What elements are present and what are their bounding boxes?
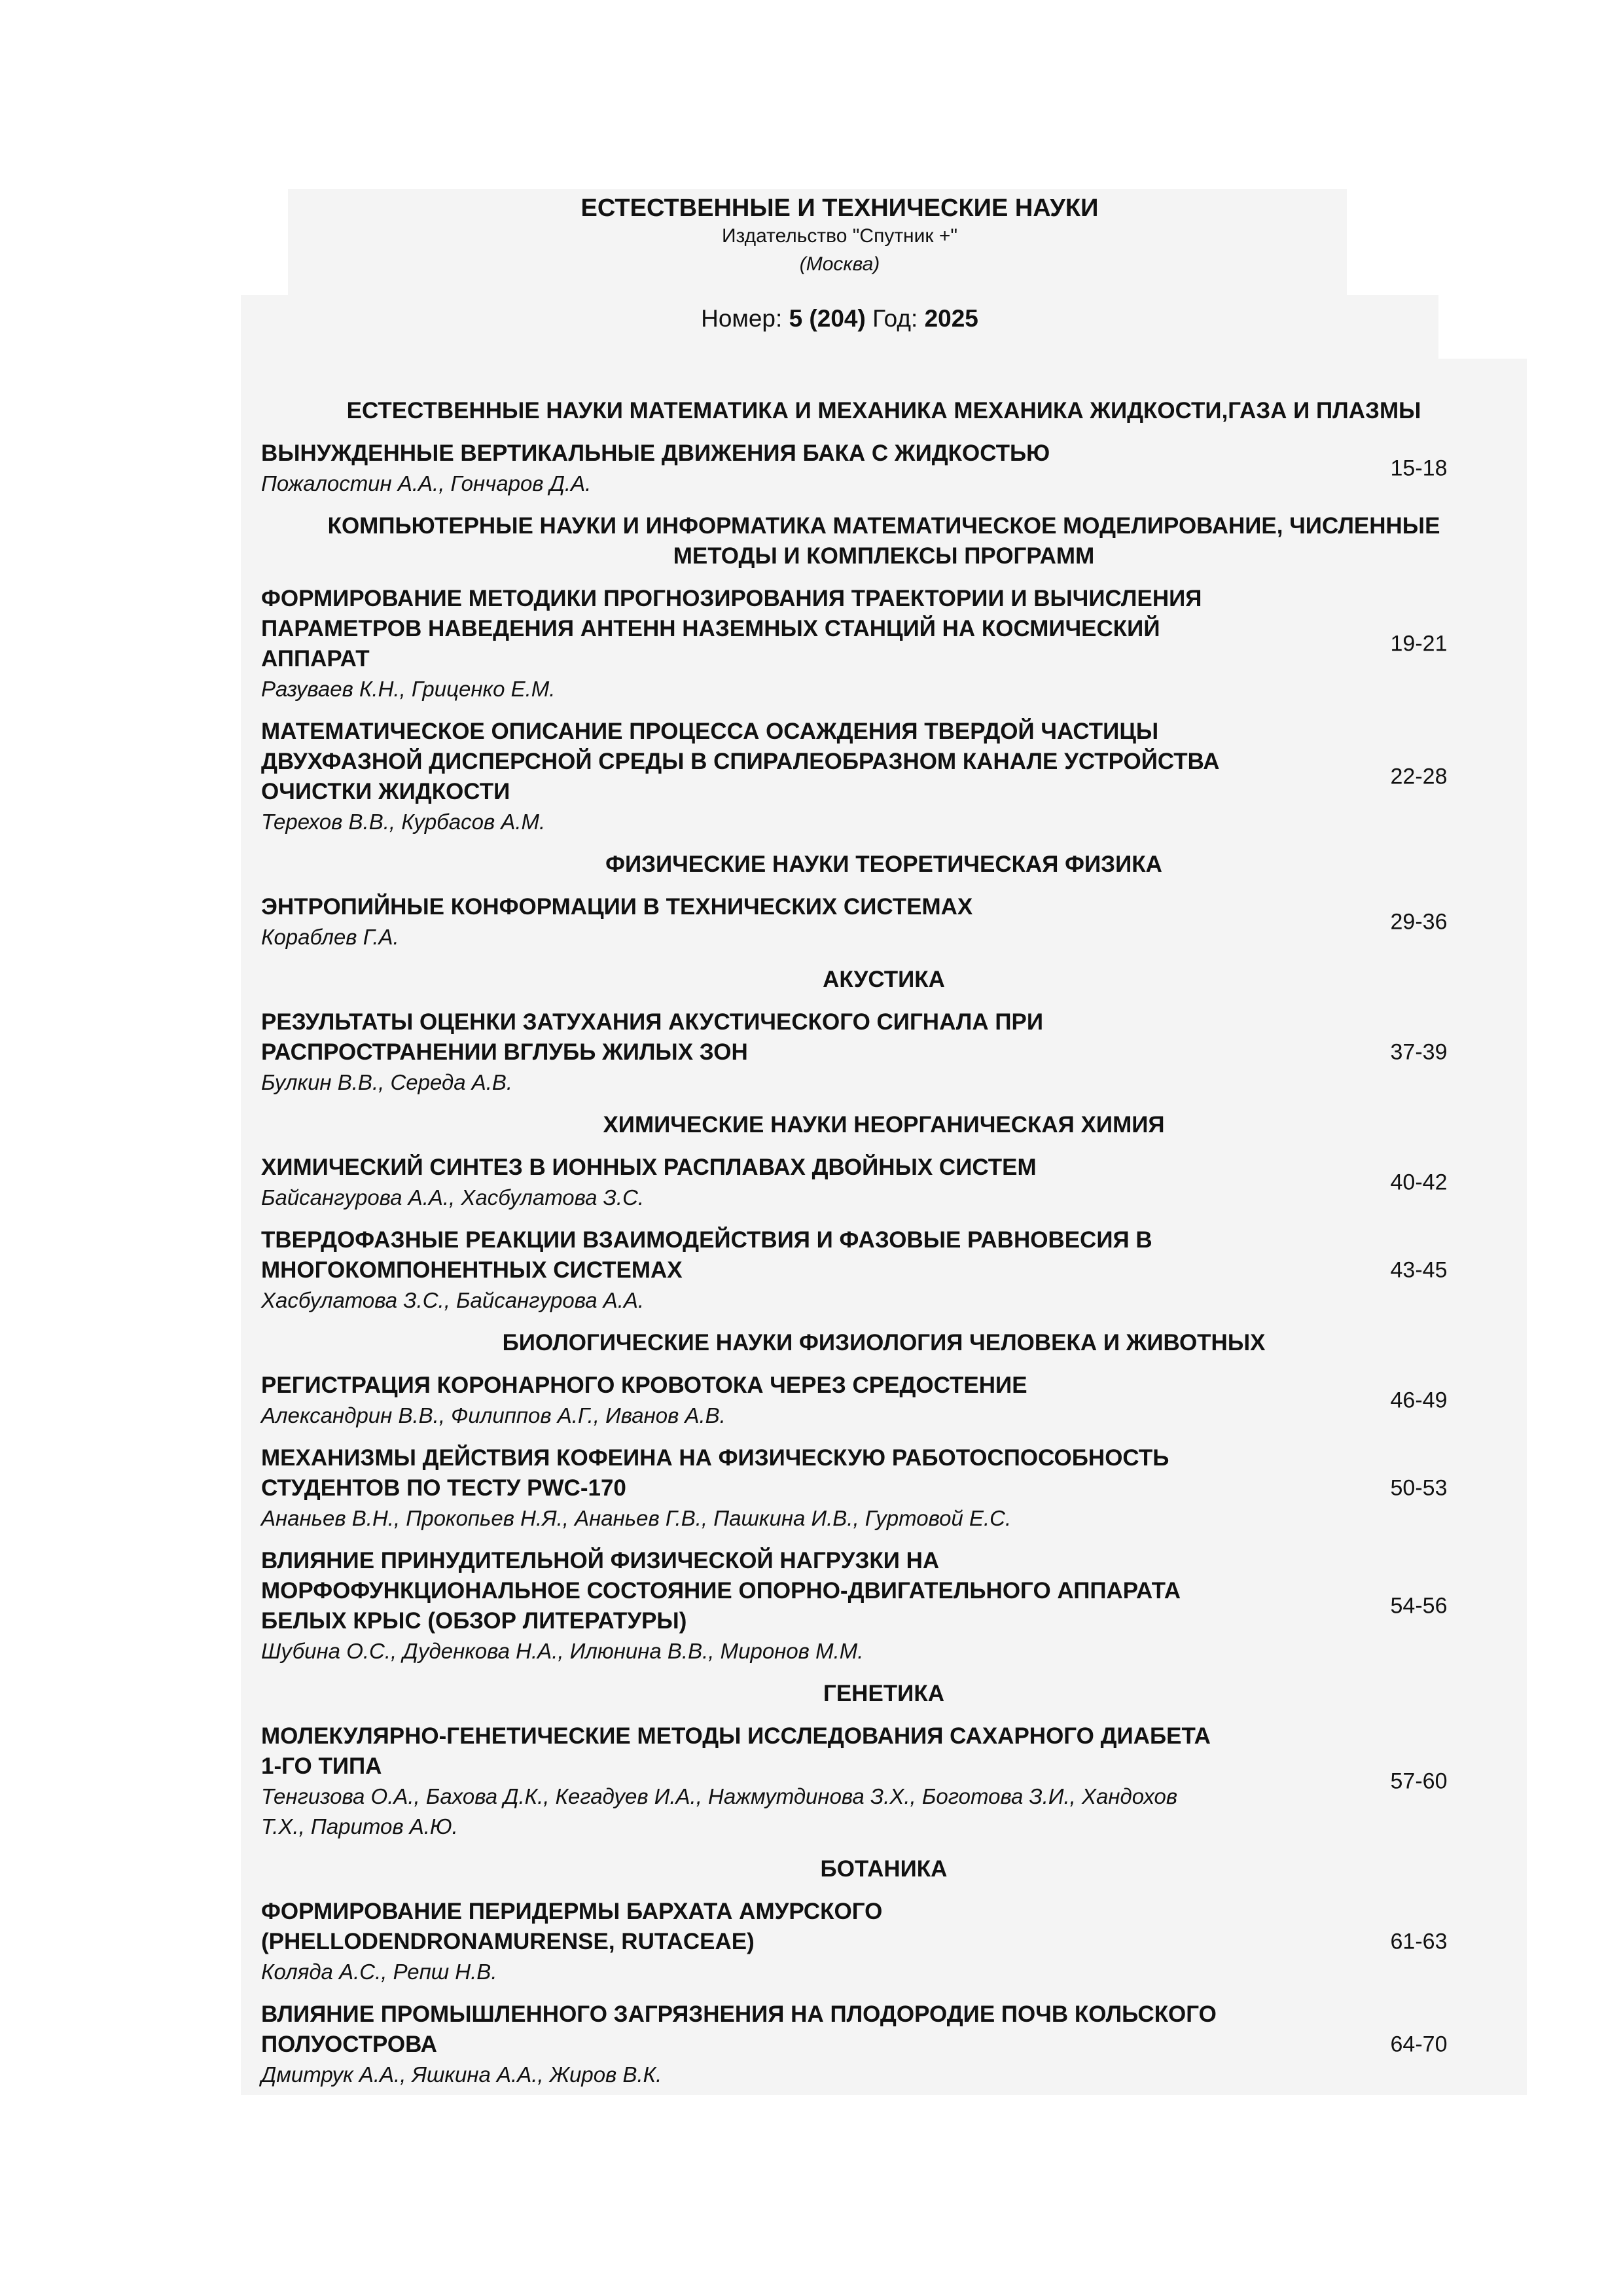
section-heading-line: ЕСТЕСТВЕННЫЕ НАУКИ МАТЕМАТИКА И МЕХАНИКА МЕХАНИКА ЖИДКОСТИ,ГАЗА И ПЛАЗМЫ	[346, 398, 1421, 423]
article-entry[interactable]	[241, 717, 1527, 837]
article-title[interactable]	[261, 1153, 1347, 1183]
article-authors	[261, 1957, 1347, 1987]
article-title[interactable]	[261, 892, 1347, 922]
article-authors-line: Тенгизова О.А., Бахова Д.К., Кегадуев И.А., Нажмутдинова З.Х., Боготова З.И., Хандохов	[261, 1784, 1178, 1808]
article-title-line[interactable]: АППАРАТ	[261, 646, 370, 672]
article-title[interactable]	[261, 1897, 1347, 1957]
article-authors-line: Терехов В.В., Курбасов А.М.	[261, 810, 546, 834]
article-entry[interactable]	[241, 1371, 1527, 1431]
article-entry[interactable]	[241, 1443, 1527, 1534]
article-authors-line: Т.Х., Паритов А.Ю.	[261, 1814, 458, 1839]
article-title-line[interactable]: РАСПРОСТРАНЕНИИ ВГЛУБЬ ЖИЛЫХ ЗОН	[261, 1039, 748, 1065]
article-title-line[interactable]: ФОРМИРОВАНИЕ ПЕРИДЕРМЫ БАРХАТА АМУРСКОГО	[261, 1899, 883, 1924]
article-title-line[interactable]: СТУДЕНТОВ ПО ТЕСТУ PWC-170	[261, 1475, 626, 1501]
issue-info	[241, 303, 1438, 334]
article-title[interactable]	[261, 1721, 1347, 1782]
article-pages: 19-21	[1390, 631, 1448, 656]
article-entry[interactable]	[241, 1225, 1527, 1316]
article-title-line[interactable]: МЕХАНИЗМЫ ДЕЙСТВИЯ КОФЕИНА НА ФИЗИЧЕСКУЮ РАБОТОСПОСОБНОСТЬ	[261, 1445, 1169, 1471]
article-authors	[261, 922, 1347, 952]
article-title-line[interactable]: 1-ГО ТИПА	[261, 1753, 382, 1779]
article-pages: 50-53	[1390, 1475, 1448, 1501]
article-title-line[interactable]: РЕЗУЛЬТАТЫ ОЦЕНКИ ЗАТУХАНИЯ АКУСТИЧЕСКОГО СИГНАЛА ПРИ	[261, 1009, 1043, 1035]
section-heading	[241, 1110, 1527, 1140]
article-pages: 54-56	[1390, 1593, 1448, 1619]
article-text	[261, 892, 1347, 952]
city: (Москва)	[799, 253, 880, 275]
article-pages: 40-42	[1390, 1170, 1448, 1195]
article-title[interactable]	[261, 1007, 1347, 1067]
article-title-line[interactable]: ДВУХФАЗНОЙ ДИСПЕРСНОЙ СРЕДЫ В СПИРАЛЕОБРАЗНОМ КАНАЛЕ УСТРОЙСТВА	[261, 749, 1220, 774]
section-heading	[241, 965, 1527, 995]
article-pages: 43-45	[1390, 1257, 1448, 1283]
article-title[interactable]	[261, 584, 1347, 674]
article-pages: 29-36	[1390, 909, 1448, 935]
section-heading-line: АКУСТИКА	[823, 967, 945, 992]
article-authors	[261, 807, 1347, 837]
article-text	[261, 1546, 1347, 1666]
article-text	[261, 439, 1347, 499]
article-authors-line: Шубина О.С., Дуденкова Н.А., Илюнина В.В., Миронов М.М.	[261, 1639, 864, 1663]
article-authors-line: Булкин В.В., Середа А.В.	[261, 1070, 513, 1094]
article-text	[261, 1897, 1347, 1987]
article-entry[interactable]	[241, 439, 1527, 499]
article-authors-line: Байсангурова А.А., Хасбулатова З.С.	[261, 1185, 645, 1210]
article-entry[interactable]	[241, 2000, 1527, 2090]
article-authors	[261, 1285, 1347, 1316]
article-title-line[interactable]: ВЫНУЖДЕННЫЕ ВЕРТИКАЛЬНЫЕ ДВИЖЕНИЯ БАКА С ЖИДКОСТЬЮ	[261, 440, 1050, 466]
article-authors-line: Пожалостин А.А., Гончаров Д.А.	[261, 471, 592, 495]
section-heading	[241, 1854, 1527, 1884]
section-heading	[241, 850, 1527, 880]
article-pages: 46-49	[1390, 1388, 1448, 1413]
article-title[interactable]	[261, 1371, 1347, 1401]
article-authors-line: Хасбулатова З.С., Байсангурова А.А.	[261, 1288, 645, 1312]
article-title-line[interactable]: МОРФОФУНКЦИОНАЛЬНОЕ СОСТОЯНИЕ ОПОРНО-ДВИГАТЕЛЬНОГО АППАРАТА	[261, 1578, 1181, 1604]
article-pages: 15-18	[1390, 456, 1448, 481]
article-pages: 64-70	[1390, 2032, 1448, 2057]
article-text	[261, 717, 1347, 837]
article-text	[261, 1371, 1347, 1431]
publisher: Издательство "Спутник +"	[721, 225, 958, 247]
article-pages: 61-63	[1390, 1929, 1448, 1954]
article-text	[261, 1225, 1347, 1316]
article-pages: 37-39	[1390, 1039, 1448, 1065]
article-title-line[interactable]: МОЛЕКУЛЯРНО-ГЕНЕТИЧЕСКИЕ МЕТОДЫ ИССЛЕДОВАНИЯ САХАРНОГО ДИАБЕТА	[261, 1723, 1211, 1749]
article-authors	[261, 1067, 1347, 1098]
article-title-line[interactable]: (PHELLODENDRONAMURENSE, RUTACEAE)	[261, 1929, 755, 1954]
issue-label: Номер:	[701, 305, 783, 332]
article-entry[interactable]	[241, 1153, 1527, 1213]
article-title[interactable]	[261, 1443, 1347, 1503]
article-text	[261, 1721, 1347, 1842]
year-label: Год:	[872, 305, 918, 332]
article-entry[interactable]	[241, 1897, 1527, 1987]
article-title-line[interactable]: ПОЛУОСТРОВА	[261, 2032, 437, 2057]
article-title-line[interactable]: ТВЕРДОФАЗНЫЕ РЕАКЦИИ ВЗАИМОДЕЙСТВИЯ И ФАЗОВЫЕ РАВНОВЕСИЯ В	[261, 1227, 1152, 1253]
article-authors-line: Разуваев К.Н., Гриценко Е.М.	[261, 677, 556, 701]
article-entry[interactable]	[241, 584, 1527, 704]
table-of-contents	[241, 384, 1527, 2090]
article-entry[interactable]	[241, 1546, 1527, 1666]
article-authors-line: Коляда А.С., Репш Н.В.	[261, 1960, 497, 1984]
article-title-line[interactable]: ВЛИЯНИЕ ПРОМЫШЛЕННОГО ЗАГРЯЗНЕНИЯ НА ПЛОДОРОДИЕ ПОЧВ КОЛЬСКОГО	[261, 2001, 1217, 2027]
article-authors-line: Кораблев Г.А.	[261, 925, 399, 949]
section-heading-line: ХИМИЧЕСКИЕ НАУКИ НЕОРГАНИЧЕСКАЯ ХИМИЯ	[603, 1112, 1165, 1138]
article-title[interactable]	[261, 1546, 1347, 1636]
article-text	[261, 2000, 1347, 2090]
section-heading-line: БИОЛОГИЧЕСКИЕ НАУКИ ФИЗИОЛОГИЯ ЧЕЛОВЕКА И ЖИВОТНЫХ	[502, 1330, 1266, 1355]
section-heading	[241, 396, 1527, 426]
article-authors	[261, 2060, 1347, 2090]
article-authors-line: Дмитрук А.А., Яшкина А.А., Жиров В.К.	[261, 2062, 662, 2087]
issue-number: 5 (204)	[789, 305, 866, 332]
article-text	[261, 584, 1347, 704]
article-title[interactable]	[261, 717, 1347, 807]
article-entry[interactable]	[241, 1721, 1527, 1842]
article-text	[261, 1007, 1347, 1098]
article-title-line[interactable]: МНОГОКОМПОНЕНТНЫХ СИСТЕМАХ	[261, 1257, 683, 1283]
article-title-line[interactable]: ФОРМИРОВАНИЕ МЕТОДИКИ ПРОГНОЗИРОВАНИЯ ТРАЕКТОРИИ И ВЫЧИСЛЕНИЯ	[261, 586, 1202, 611]
article-authors	[261, 1503, 1347, 1534]
article-authors	[261, 469, 1347, 499]
article-title-line[interactable]: РЕГИСТРАЦИЯ КОРОНАРНОГО КРОВОТОКА ЧЕРЕЗ СРЕДОСТЕНИЕ	[261, 1372, 1027, 1398]
section-heading	[241, 1328, 1527, 1358]
section-heading-line: МЕТОДЫ И КОМПЛЕКСЫ ПРОГРАММ	[673, 543, 1095, 569]
article-title-line[interactable]: ЭНТРОПИЙНЫЕ КОНФОРМАЦИИ В ТЕХНИЧЕСКИХ СИСТЕМАХ	[261, 894, 973, 920]
article-title-line[interactable]: БЕЛЫХ КРЫС (ОБЗОР ЛИТЕРАТУРЫ)	[261, 1608, 687, 1634]
article-entry[interactable]	[241, 892, 1527, 952]
article-title[interactable]	[261, 439, 1347, 469]
article-authors-line: Ананьев В.Н., Прокопьев Н.Я., Ананьев Г.В., Пашкина И.В., Гуртовой Е.С.	[261, 1506, 1012, 1530]
article-title-line[interactable]: ВЛИЯНИЕ ПРИНУДИТЕЛЬНОЙ ФИЗИЧЕСКОЙ НАГРУЗКИ НА	[261, 1548, 940, 1573]
section-heading-line: ГЕНЕТИКА	[823, 1681, 944, 1706]
article-title-line[interactable]: МАТЕМАТИЧЕСКОЕ ОПИСАНИЕ ПРОЦЕССА ОСАЖДЕНИЯ ТВЕРДОЙ ЧАСТИЦЫ	[261, 719, 1159, 744]
article-text	[261, 1443, 1347, 1534]
journal-title[interactable]: ЕСТЕСТВЕННЫЕ И ТЕХНИЧЕСКИЕ НАУКИ	[580, 194, 1099, 222]
article-text	[261, 1153, 1347, 1213]
article-title-line[interactable]: ОЧИСТКИ ЖИДКОСТИ	[261, 779, 510, 804]
article-authors	[261, 1183, 1347, 1213]
article-title[interactable]	[261, 2000, 1347, 2060]
article-authors	[261, 1636, 1347, 1666]
section-heading-line: ФИЗИЧЕСКИЕ НАУКИ ТЕОРЕТИЧЕСКАЯ ФИЗИКА	[605, 852, 1162, 877]
article-pages: 57-60	[1390, 1768, 1448, 1794]
article-authors	[261, 674, 1347, 704]
article-pages: 22-28	[1390, 764, 1448, 789]
article-title[interactable]	[261, 1225, 1347, 1285]
article-authors	[261, 1401, 1347, 1431]
article-title-line[interactable]: ХИМИЧЕСКИЙ СИНТЕЗ В ИОННЫХ РАСПЛАВАХ ДВОЙНЫХ СИСТЕМ	[261, 1155, 1037, 1180]
article-authors-line: Александрин В.В., Филиппов А.Г., Иванов А.В.	[261, 1403, 726, 1427]
section-heading	[241, 511, 1527, 571]
year-value: 2025	[924, 305, 978, 332]
section-heading-line: КОМПЬЮТЕРНЫЕ НАУКИ И ИНФОРМАТИКА МАТЕМАТИЧЕСКОЕ МОДЕЛИРОВАНИЕ, ЧИСЛЕННЫЕ	[327, 513, 1440, 539]
section-heading	[241, 1679, 1527, 1709]
article-title-line[interactable]: ПАРАМЕТРОВ НАВЕДЕНИЯ АНТЕНН НАЗЕМНЫХ СТАНЦИЙ НА КОСМИЧЕСКИЙ	[261, 616, 1160, 641]
article-authors	[261, 1782, 1347, 1842]
article-entry[interactable]	[241, 1007, 1527, 1098]
section-heading-line: БОТАНИКА	[820, 1856, 948, 1882]
